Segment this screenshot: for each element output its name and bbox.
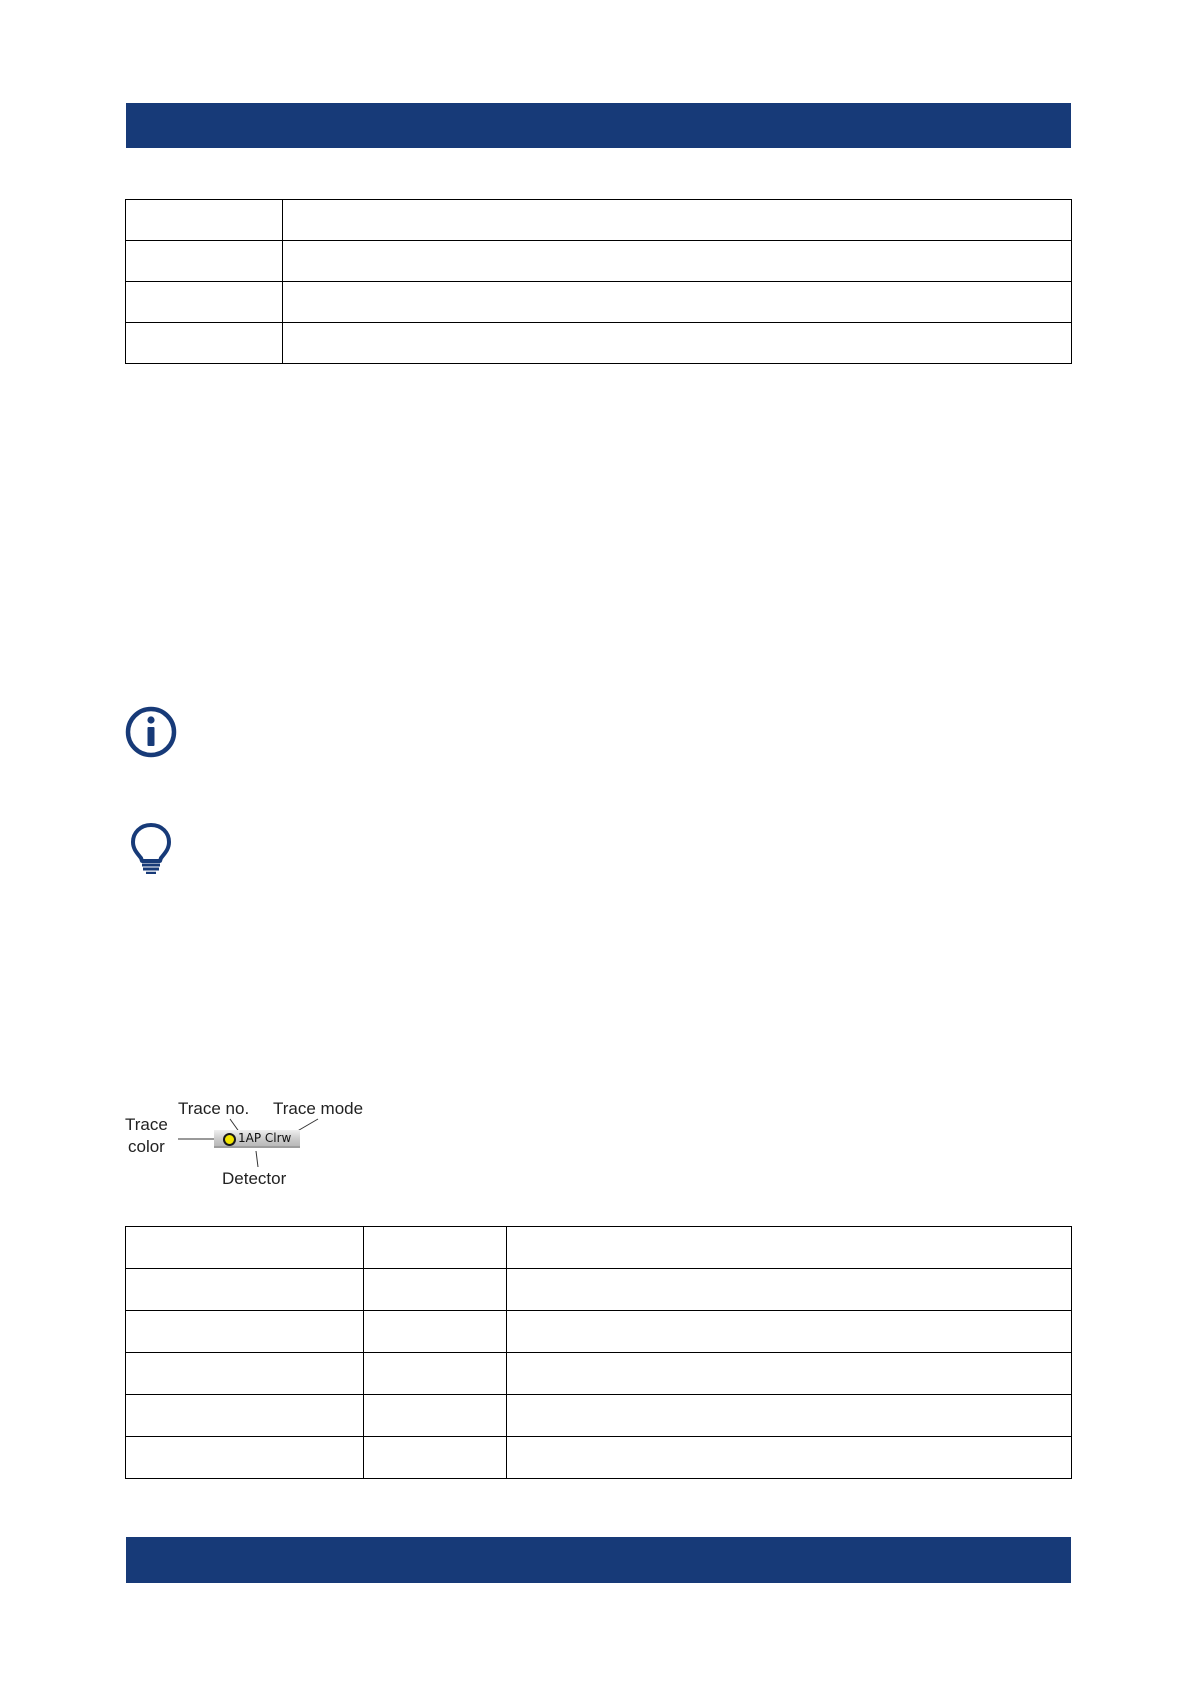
table-row	[126, 241, 1072, 282]
table-top	[125, 199, 1072, 364]
table-cell	[126, 1227, 364, 1269]
table-cell	[126, 323, 283, 364]
table-row	[126, 200, 1072, 241]
table-cell	[126, 1437, 364, 1479]
table-cell	[364, 1269, 507, 1311]
table-row	[126, 1395, 1072, 1437]
table-cell	[126, 282, 283, 323]
trace-info-text: 1AP Clrw	[238, 1131, 292, 1145]
label-trace-no: Trace no.	[178, 1099, 250, 1118]
table-row	[126, 1269, 1072, 1311]
table-cell	[507, 1353, 1072, 1395]
table-cell	[507, 1227, 1072, 1269]
table-cell	[126, 241, 283, 282]
lightbulb-icon	[128, 822, 174, 874]
trace-info-figure	[118, 1095, 378, 1195]
label-trace-color-2: color	[128, 1137, 165, 1156]
table-cell	[364, 1227, 507, 1269]
label-trace-mode: Trace mode	[273, 1099, 364, 1118]
table-row	[126, 1311, 1072, 1353]
table-row	[126, 1353, 1072, 1395]
footer-band	[126, 1537, 1071, 1583]
table-cell	[126, 1353, 364, 1395]
table-row	[126, 282, 1072, 323]
table-cell	[364, 1437, 507, 1479]
table-row	[126, 1227, 1072, 1269]
table-cell	[126, 200, 283, 241]
trace-info-bar	[214, 1130, 300, 1148]
table-cell	[507, 1269, 1072, 1311]
table-row	[126, 323, 1072, 364]
table-cell	[507, 1395, 1072, 1437]
table-cell	[126, 1269, 364, 1311]
table-cell	[126, 1311, 364, 1353]
table-cell	[283, 241, 1072, 282]
table-cell	[364, 1311, 507, 1353]
header-band	[126, 103, 1071, 148]
table-row	[126, 1437, 1072, 1479]
trace-color-dot-icon	[223, 1133, 236, 1146]
table-cell	[283, 200, 1072, 241]
label-trace-color: Trace	[125, 1115, 168, 1134]
label-detector: Detector	[222, 1169, 287, 1188]
table-bottom	[125, 1226, 1072, 1479]
table-cell	[283, 282, 1072, 323]
table-cell	[364, 1353, 507, 1395]
table-cell	[283, 323, 1072, 364]
table-cell	[507, 1437, 1072, 1479]
table-cell	[507, 1311, 1072, 1353]
table-cell	[126, 1395, 364, 1437]
table-cell	[364, 1395, 507, 1437]
info-circle-icon	[124, 705, 178, 759]
